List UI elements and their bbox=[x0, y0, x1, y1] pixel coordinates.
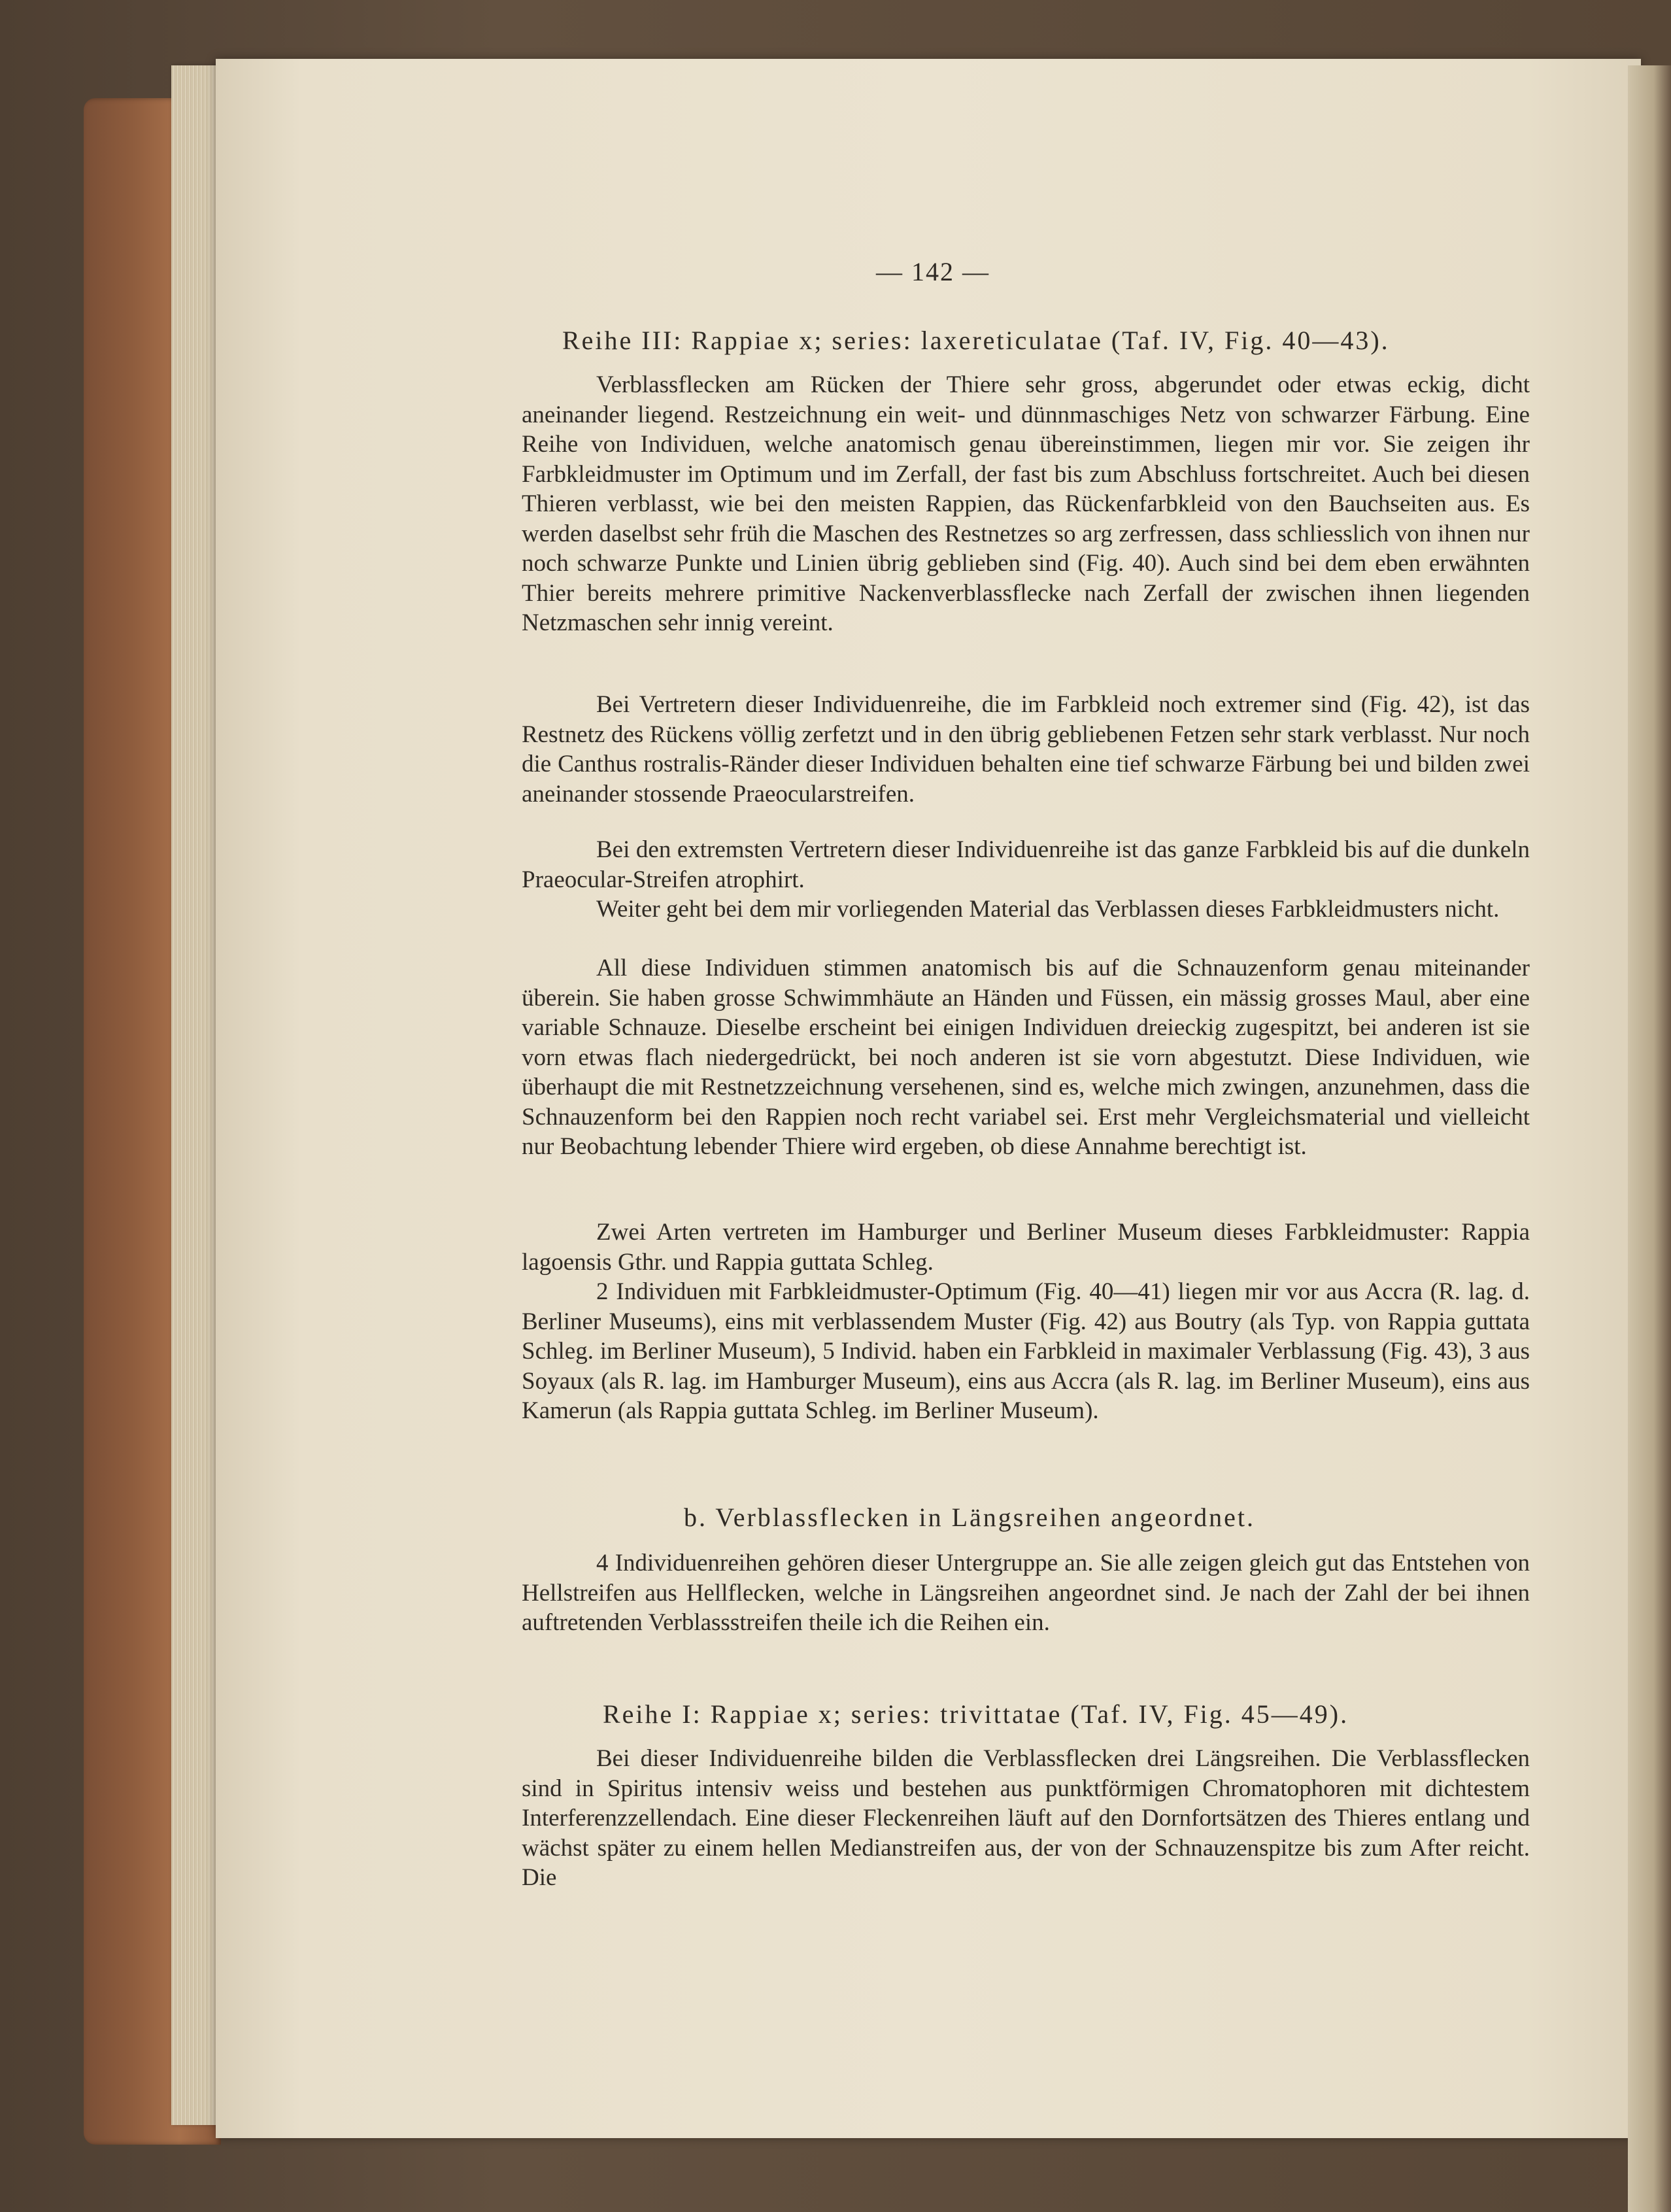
section-heading-reihe-i: Reihe I: Rappiae x; series: trivittatae (Taf. IV, Fig. 45—49). bbox=[603, 1699, 1349, 1729]
paragraph: Zwei Arten vertreten im Hamburger und Berliner Museum dieses Farbkleidmuster: Rappia lagoensis Gthr. und Rappia guttata Schleg. bbox=[522, 1219, 1530, 1276]
paragraph: Weiter geht bei dem mir vorliegenden Material das Verblassen dieses Farbkleidmusters nicht. bbox=[596, 896, 1500, 923]
paragraph: Bei dieser Individuenreihe bilden die Verblassflecken drei Längsreihen. Die Verblassflecken sind in Spiritus intensiv weiss und bestehen aus punktförmigen Chromatophoren mit dichtestem Interferenzzellendach. Eine dieser Fleckenreihen läuft auf den Dornfortsätzen des Thieres entlang und wächst später zu einem hellen Medianstreifen aus, der von der Schnauzenspitze bis zum After reicht. Die bbox=[522, 1745, 1530, 1891]
paragraph: Verblassflecken am Rücken der Thiere sehr gross, abgerundet oder etwas eckig, dicht aneinander liegend. Restzeichnung ein weit- und dünnmaschiges Netz von schwarzer Färbung. Eine Reihe von Individuen, welche anatomisch genau übereinstimmen, liegen mir vor. Sie zeigen ihr Farbkleidmuster im Optimum und im Zerfall, der fast bis zum Abschluss fortschreitet. Auch bei diesen Thieren verblasst, wie bei den meisten Rappien, das Rückenfarbkleid von den Bauchseiten aus. Es werden daselbst sehr früh die Maschen des Restnetzes so arg zerfressen, dass schliesslich von ihnen nur noch schwarze Punkte und Linien übrig geblieben sind (Fig. 40). Auch sind bei dem eben erwähnten Thier bereits mehrere primitive Nackenverblassflecke nach Zerfall der zwischen ihnen liegenden Netzmaschen sehr innig vereint. bbox=[522, 371, 1530, 636]
facing-page-edge bbox=[1628, 65, 1671, 2212]
paragraph: Bei Vertretern dieser Individuenreihe, die im Farbkleid noch extremer sind (Fig. 42), ist das Restnetz des Rückens völlig zerfetzt und in den übrig gebliebenen Fetzen sehr stark verblasst. Nur noch die Canthus rostralis-Ränder dieser Individuen behalten eine tief schwarze Färbung bei und bilden zwei aneinander stossende Praeocularstreifen. bbox=[522, 691, 1530, 808]
subsection-heading-b: b. Verblassflecken in Längsreihen angeordnet. bbox=[684, 1503, 1256, 1532]
paragraph: 4 Individuenreihen gehören dieser Untergruppe an. Sie alle zeigen gleich gut das Entstehen von Hellstreifen aus Hellflecken, welche in Längsreihen angeordnet sind. Je nach der Zahl der bei ihnen auftretenden Verblassstreifen theile ich die Reihen ein. bbox=[522, 1550, 1530, 1636]
paragraph: All diese Individuen stimmen anatomisch bis auf die Schnauzenform genau miteinander überein. Sie haben grosse Schwimmhäute an Händen und Füssen, ein mässig grosses Maul, aber eine variable Schnauze. Dieselbe erscheint bei einigen Individuen dreieckig zugespitzt, bei anderen ist sie vorn etwas flach niedergedrückt, bei noch anderen ist sie vorn abgestutzt. Diese Individuen, wie überhaupt die mit Restnetzzeichnung versehenen, sind es, welche mich zwingen, anzunehmen, dass die Schnauzenform bei den Rappien noch recht variabel sei. Erst mehr Vergleichsmaterial und vielleicht nur Beobachtung lebender Thiere wird ergeben, ob diese Annahme berechtigt ist. bbox=[522, 955, 1530, 1160]
section-heading-reihe-iii: Reihe III: Rappiae x; series: laxereticulatae (Taf. IV, Fig. 40—43). bbox=[562, 326, 1390, 355]
page-number: — 142 — bbox=[876, 257, 990, 286]
paragraph: Bei den extremsten Vertretern dieser Individuenreihe ist das ganze Farbkleid bis auf die dunkeln Praeocular-Streifen atrophirt. bbox=[522, 836, 1530, 893]
paragraph: 2 Individuen mit Farbkleidmuster-Optimum (Fig. 40—41) liegen mir vor aus Accra (R. lag. d. Berliner Museums), eins mit verblassendem Muster (Fig. 42) aus Boutry (als Typ. von Rappia guttata Schleg. im Berliner Museum), 5 Individ. haben ein Farbkleid in maximaler Verblassung (Fig. 43), 3 aus Soyaux (als R. lag. im Hamburger Museum), eins aus Accra (als R. lag. im Berliner Museum), eins aus Kamerun (als Rappia guttata Schleg. im Berliner Museum). bbox=[522, 1278, 1530, 1424]
